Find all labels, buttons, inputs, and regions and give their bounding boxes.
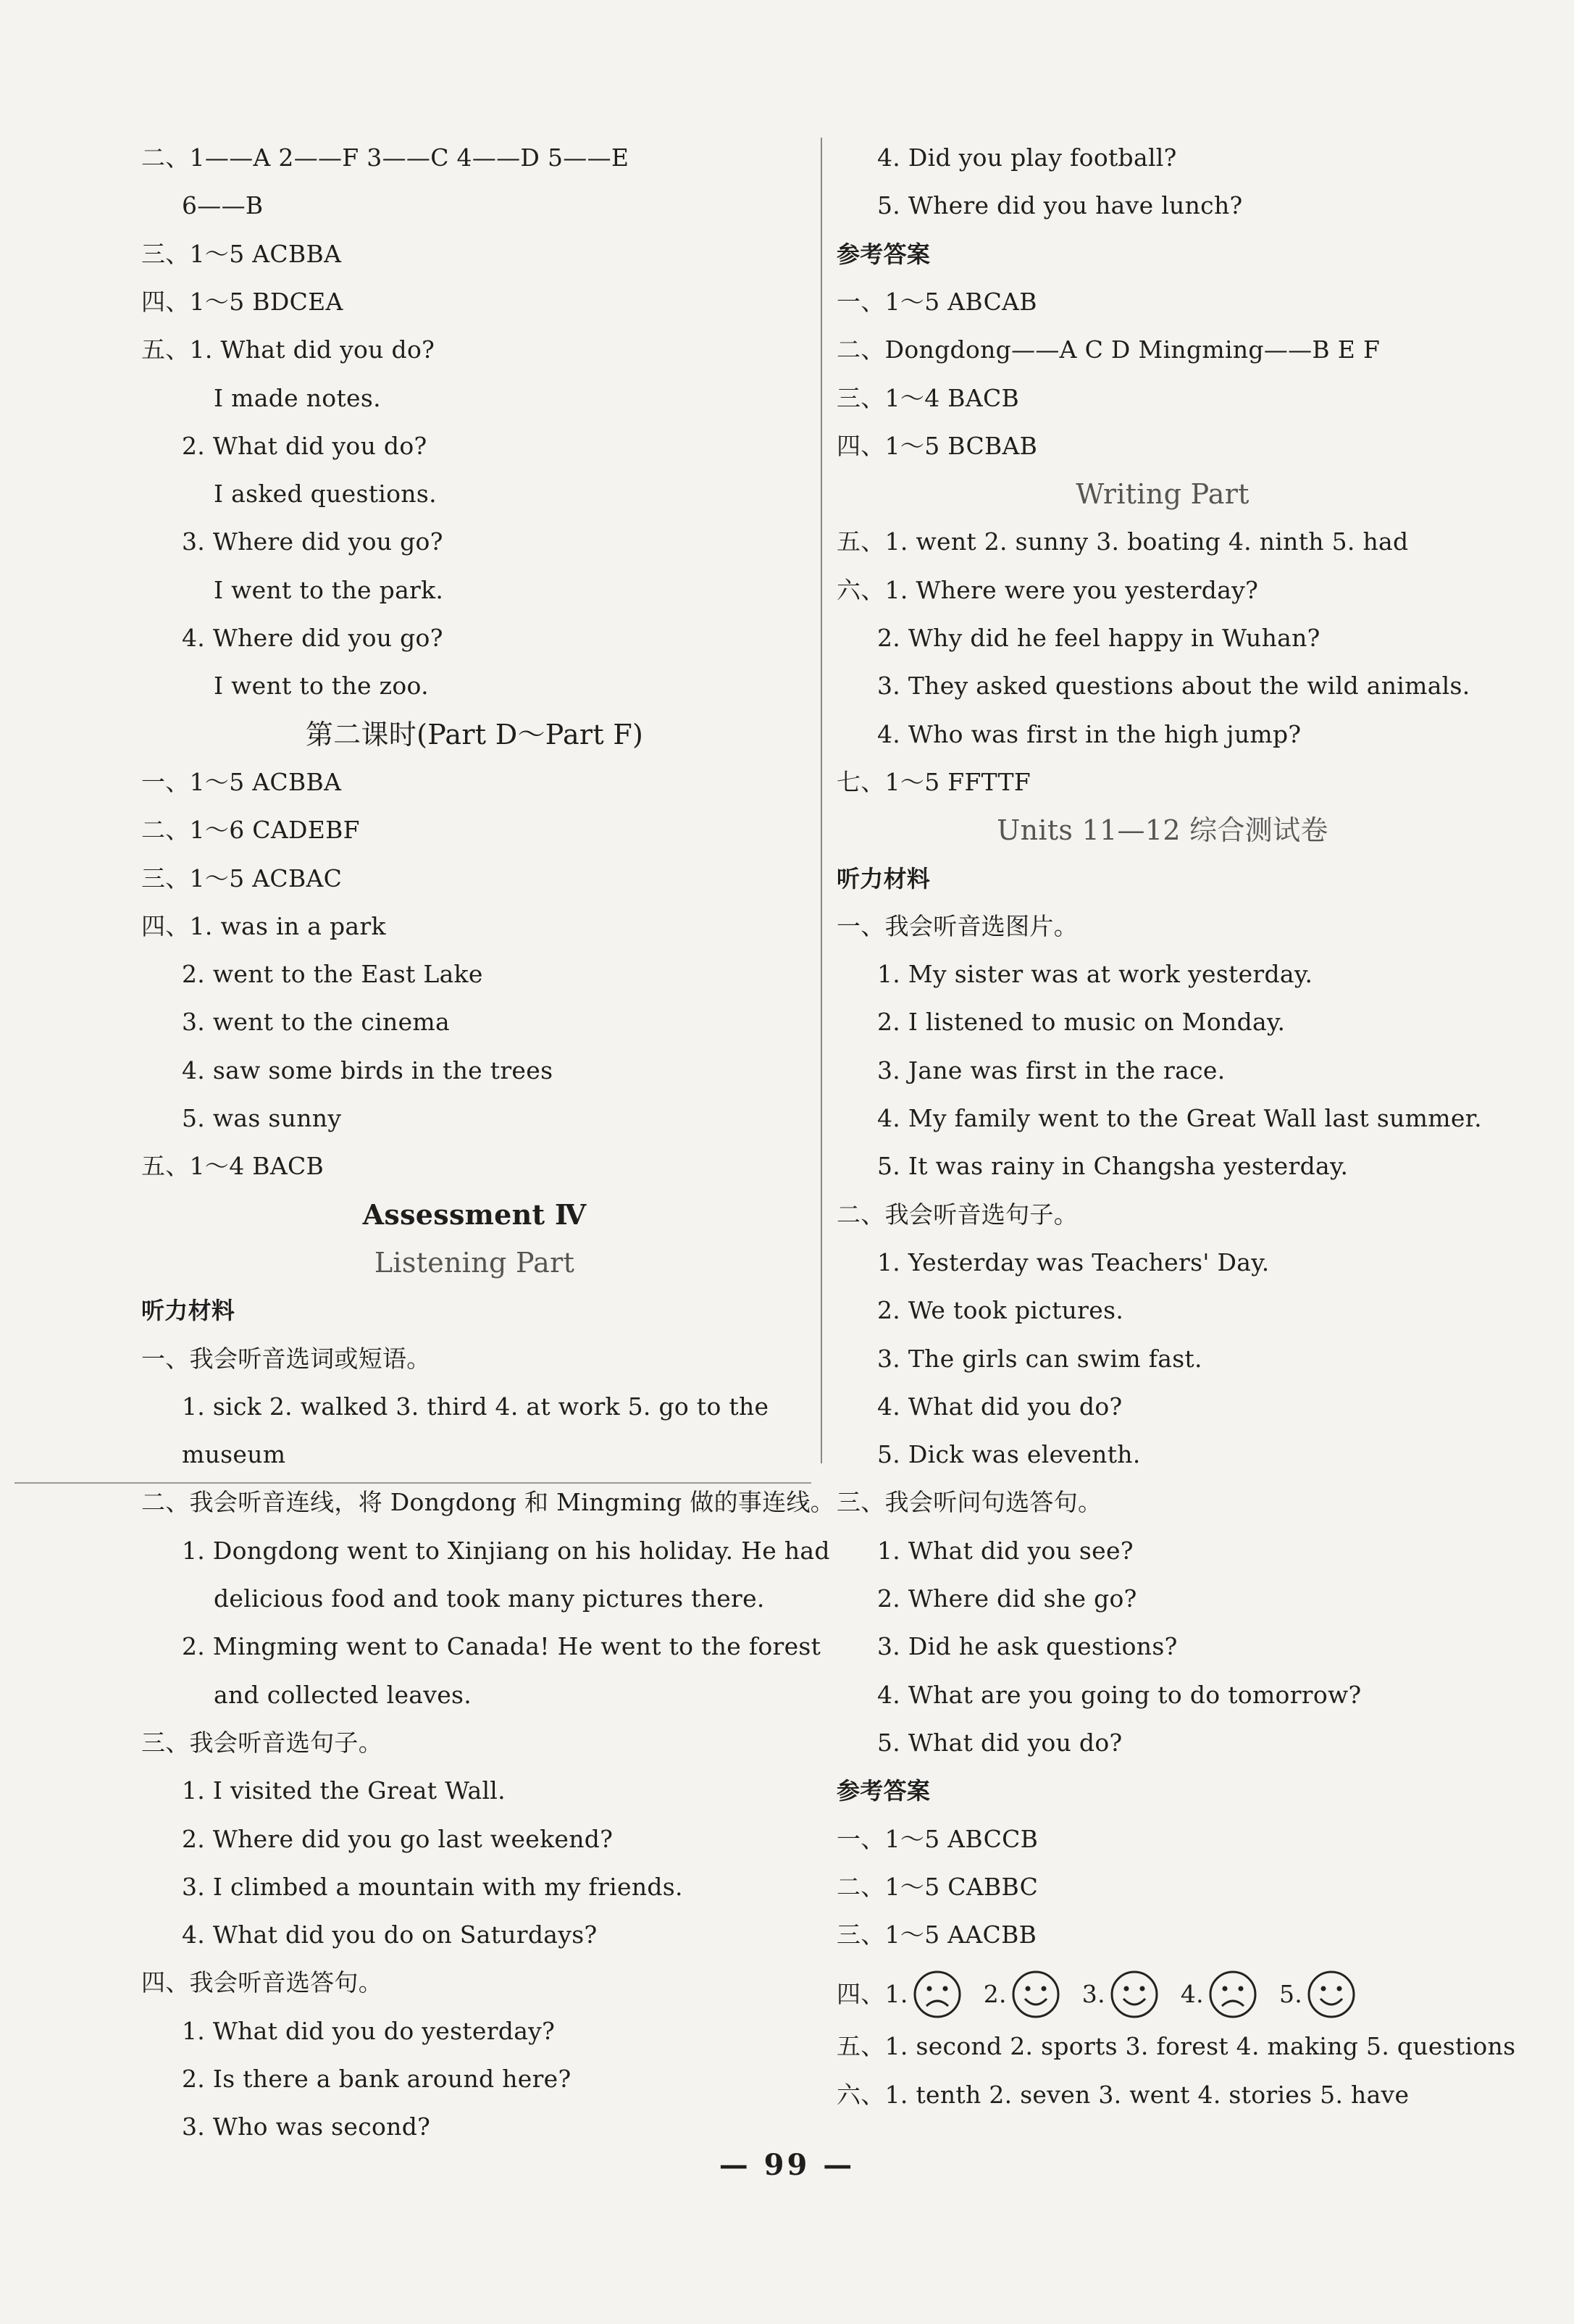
answer-line: 3. The girls can swim fast.: [877, 1344, 1202, 1373]
face-answer: [885, 1970, 984, 2019]
answer-line: 五、1～4 BACB: [141, 1152, 325, 1181]
column-divider: [821, 138, 822, 1463]
answer-line: 四、我会听音选答句。: [141, 1968, 382, 1997]
answer-line: 5. What did you do?: [877, 1728, 1123, 1757]
answer-line: 三、我会听音选句子。: [141, 1728, 382, 1757]
sad-face-icon: [913, 1970, 962, 2019]
section-title: Units 11—12 综合测试卷: [997, 814, 1328, 847]
answer-line: 3. Jane was first in the race.: [877, 1056, 1226, 1084]
page-number: — 99 —: [719, 2148, 855, 2182]
answer-line: 2. We took pictures.: [877, 1296, 1124, 1325]
answer-line: 5. Dick was eleventh.: [877, 1440, 1141, 1469]
answer-line: 三、1～5 AACBB: [837, 1920, 1037, 1949]
answer-line: 5. Where did you have lunch?: [877, 191, 1243, 220]
answer-line: 2. Why did he feel happy in Wuhan?: [877, 624, 1320, 652]
section-heading: 参考答案: [837, 240, 931, 268]
answer-line: 三、1～5 ACBBA: [141, 239, 342, 268]
answer-line: 3. Who was second?: [182, 2112, 431, 2141]
section-heading: 听力材料: [141, 1297, 235, 1325]
answer-line: 4. saw some birds in the trees: [182, 1056, 553, 1084]
answer-line: 五、1. went 2. sunny 3. boating 4. ninth 5. had: [837, 527, 1409, 556]
answer-line: 二、1～6 CADEBF: [141, 816, 360, 845]
answer-line: 3. I climbed a mountain with my friends.: [182, 1872, 683, 1901]
sad-face-icon: [1208, 1970, 1257, 2019]
answer-line: 2. Where did she go?: [877, 1584, 1137, 1613]
answer-line: and collected leaves.: [214, 1680, 472, 1709]
answer-line: 六、1. Where were you yesterday?: [837, 575, 1259, 604]
answer-line: 5. was sunny: [182, 1104, 342, 1132]
section-title: Assessment Ⅳ: [362, 1197, 587, 1231]
face-label: 3.: [1081, 1980, 1105, 2009]
answer-line: 4. What are you going to do tomorrow?: [877, 1680, 1362, 1709]
smiley-face-icon: [1110, 1970, 1159, 2019]
answer-line: I asked questions.: [214, 480, 437, 509]
answer-line: 一、我会听音选词或短语。: [141, 1344, 431, 1373]
answer-line: 1. What did you see?: [877, 1536, 1134, 1565]
section-title: Listening Part: [374, 1246, 575, 1279]
section-heading: 听力材料: [837, 864, 931, 893]
answer-line: 3. They asked questions about the wild animals.: [877, 672, 1470, 701]
answer-line: 5. It was rainy in Changsha yesterday.: [877, 1152, 1349, 1181]
face-answer: [1279, 1970, 1378, 2019]
answer-line: 1. sick 2. walked 3. third 4. at work 5. go to the: [182, 1392, 769, 1421]
answer-line: 4. Who was first in the high jump?: [877, 719, 1302, 748]
answer-line: 三、我会听问句选答句。: [837, 1488, 1102, 1517]
answer-line: 2. What did you do?: [182, 431, 427, 460]
faces-answer-row: [837, 1970, 1378, 2019]
answer-line: I made notes.: [214, 383, 381, 412]
faces-prefix: 四、: [837, 1980, 885, 2009]
answer-line: 1. Dongdong went to Xinjiang on his holiday. He had: [182, 1536, 830, 1565]
answer-line: 4. What did you do?: [877, 1392, 1123, 1421]
answer-line: 七、1～5 FFTTF: [837, 767, 1031, 796]
answer-line: 一、1～5 ABCAB: [837, 287, 1037, 316]
answer-line: 4. Where did you go?: [182, 624, 443, 652]
answer-line: 一、1～5 ABCCB: [837, 1824, 1039, 1853]
horizontal-divider: [14, 1482, 811, 1484]
answer-line: 2. Where did you go last weekend?: [182, 1824, 614, 1853]
smiley-face-icon: [1307, 1970, 1356, 2019]
answer-line: 4. My family went to the Great Wall last summer.: [877, 1104, 1482, 1132]
answer-line: I went to the park.: [214, 575, 444, 604]
answer-line: 1. I visited the Great Wall.: [182, 1776, 506, 1805]
answer-line: 1. Yesterday was Teachers' Day.: [877, 1247, 1270, 1276]
section-heading: 参考答案: [837, 1777, 931, 1805]
face-answer: [1082, 1970, 1181, 2019]
answer-line: 二、1——A 2——F 3——C 4——D 5——E: [141, 143, 629, 172]
answer-line: 1. What did you do yesterday?: [182, 2016, 556, 2045]
answer-line: 2. went to the East Lake: [182, 960, 483, 989]
answer-line: museum: [182, 1440, 286, 1469]
face-answer: [1181, 1970, 1279, 2019]
answer-line: 一、我会听音选图片。: [837, 911, 1078, 940]
face-label: 1.: [884, 1980, 908, 2009]
answer-line: 3. Did he ask questions?: [877, 1632, 1178, 1661]
face-label: 2.: [983, 1980, 1007, 2009]
answer-line: 三、1～5 ACBAC: [141, 864, 343, 893]
answer-line: 五、1. What did you do?: [141, 335, 435, 364]
face-label: 5.: [1278, 1980, 1303, 2009]
answer-line: 2. Mingming went to Canada! He went to the forest: [182, 1632, 821, 1661]
answer-line: delicious food and took many pictures there.: [214, 1584, 765, 1613]
section-title: 第二课时(Part D～Part F): [305, 718, 644, 751]
answer-line: 二、1～5 CABBC: [837, 1872, 1039, 1901]
answer-line: 一、1～5 ACBBA: [141, 767, 342, 796]
answer-line: 二、我会听音选句子。: [837, 1200, 1078, 1229]
answer-line: 4. Did you play football?: [877, 143, 1177, 172]
face-answer: [984, 1970, 1082, 2019]
answer-line: I went to the zoo.: [214, 672, 429, 701]
answer-line: 五、1. second 2. sports 3. forest 4. making 5. questions: [837, 2032, 1516, 2061]
answer-line: 四、1～5 BDCEA: [141, 287, 343, 316]
answer-line: 二、Dongdong——A C D Mingming——B E F: [837, 335, 1381, 364]
answer-line: 六、1. tenth 2. seven 3. went 4. stories 5. have: [837, 2080, 1410, 2109]
answer-line: 6——B: [182, 191, 264, 220]
answer-line: 二、我会听音连线，将 Dongdong 和 Mingming 做的事连线。: [141, 1488, 835, 1517]
smiley-face-icon: [1011, 1970, 1060, 2019]
answer-line: 三、1～4 BACB: [837, 383, 1020, 412]
face-label: 4.: [1180, 1980, 1204, 2009]
answer-line: 2. I listened to music on Monday.: [877, 1008, 1286, 1037]
answer-line: 四、1. was in a park: [141, 911, 386, 940]
answer-line: 3. went to the cinema: [182, 1008, 450, 1037]
section-title: Writing Part: [1076, 478, 1249, 511]
answer-line: 1. My sister was at work yesterday.: [877, 960, 1313, 989]
answer-line: 3. Where did you go?: [182, 527, 443, 556]
answer-line: 四、1～5 BCBAB: [837, 431, 1038, 460]
answer-line: 4. What did you do on Saturdays?: [182, 1920, 598, 1949]
answer-line: 2. Is there a bank around here?: [182, 2065, 572, 2093]
